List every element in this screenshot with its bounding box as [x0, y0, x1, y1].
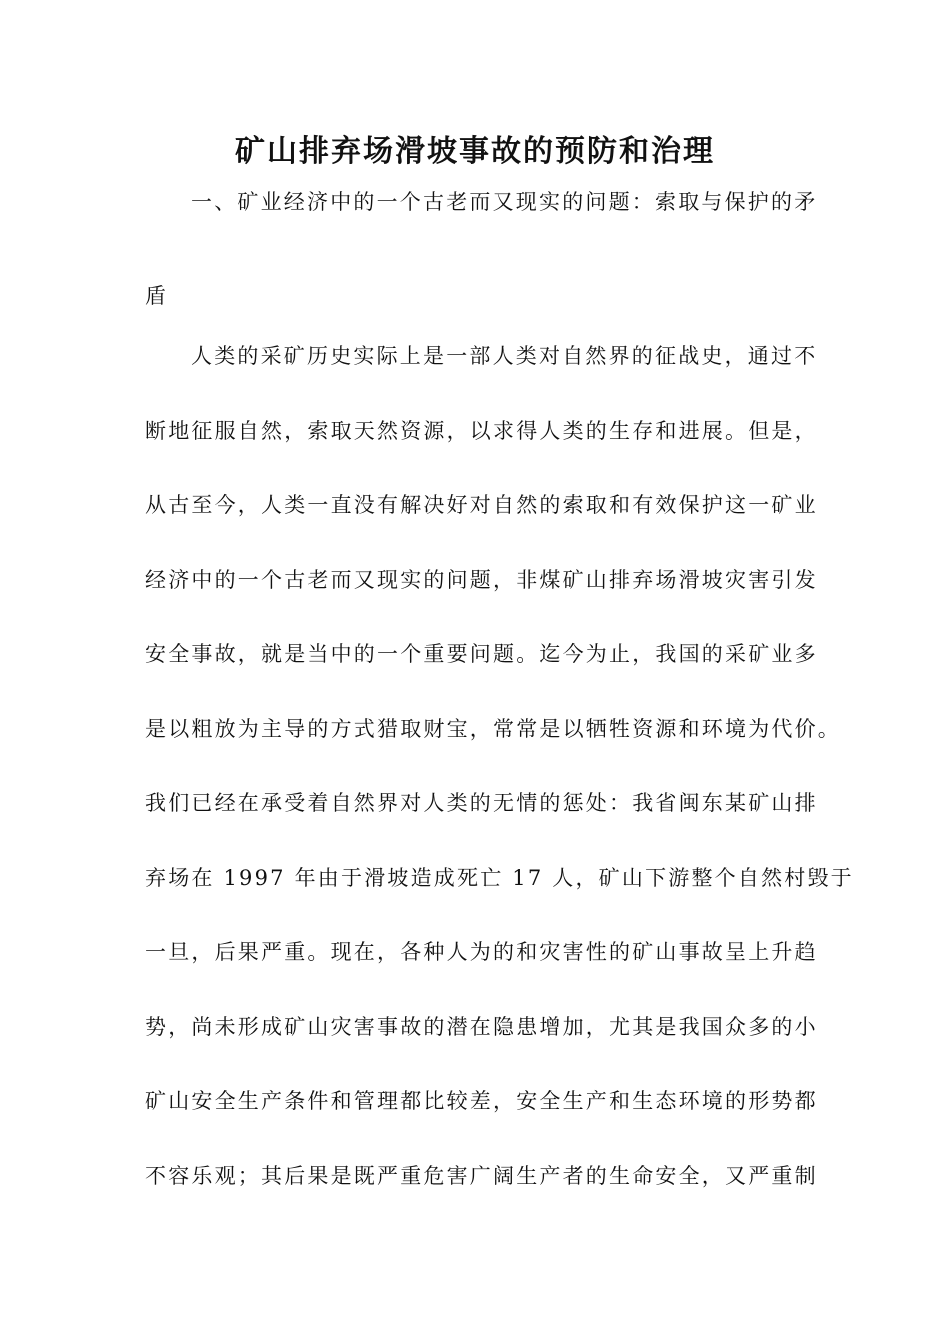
paragraph-line: 不容乐观；其后果是既严重危害广阔生产者的生命安全，又严重制 — [145, 1164, 818, 1188]
paragraph-line: 矿山安全生产条件和管理都比较差，安全生产和生态环境的形势都 — [145, 1089, 818, 1113]
paragraph-line: 经济中的一个古老而又现实的问题，非煤矿山排弃场滑坡灾害引发 — [145, 568, 818, 592]
paragraph-line: 势，尚未形成矿山灾害事故的潜在隐患增加，尤其是我国众多的小 — [145, 1015, 818, 1039]
section-heading-line: 盾 — [145, 284, 169, 308]
paragraph-line: 从古至今，人类一直没有解决好对自然的索取和有效保护这一矿业 — [145, 493, 818, 517]
paragraph-line: 断地征服自然，索取天然资源，以求得人类的生存和进展。但是， — [145, 419, 818, 443]
paragraph-line: 安全事故，就是当中的一个重要问题。迄今为止，我国的采矿业多 — [145, 642, 818, 666]
paragraph-line: 我们已经在承受着自然界对人类的无情的惩处：我省闽东某矿山排 — [145, 791, 818, 815]
paragraph-line: 人类的采矿历史实际上是一部人类对自然界的征战史，通过不 — [191, 344, 818, 368]
paragraph-line: 一旦，后果严重。现在，各种人为的和灾害性的矿山事故呈上升趋 — [145, 940, 818, 964]
document-title: 矿山排弃场滑坡事故的预防和治理 — [235, 134, 715, 169]
section-heading-line: 一、矿业经济中的一个古老而又现实的问题：索取与保护的矛 — [191, 190, 818, 214]
paragraph-line: 是以粗放为主导的方式猎取财宝，常常是以牺牲资源和环境为代价。 — [145, 717, 841, 741]
paragraph-line: 弃场在 1997 年由于滑坡造成死亡 17 人，矿山下游整个自然村毁于 — [145, 866, 854, 890]
